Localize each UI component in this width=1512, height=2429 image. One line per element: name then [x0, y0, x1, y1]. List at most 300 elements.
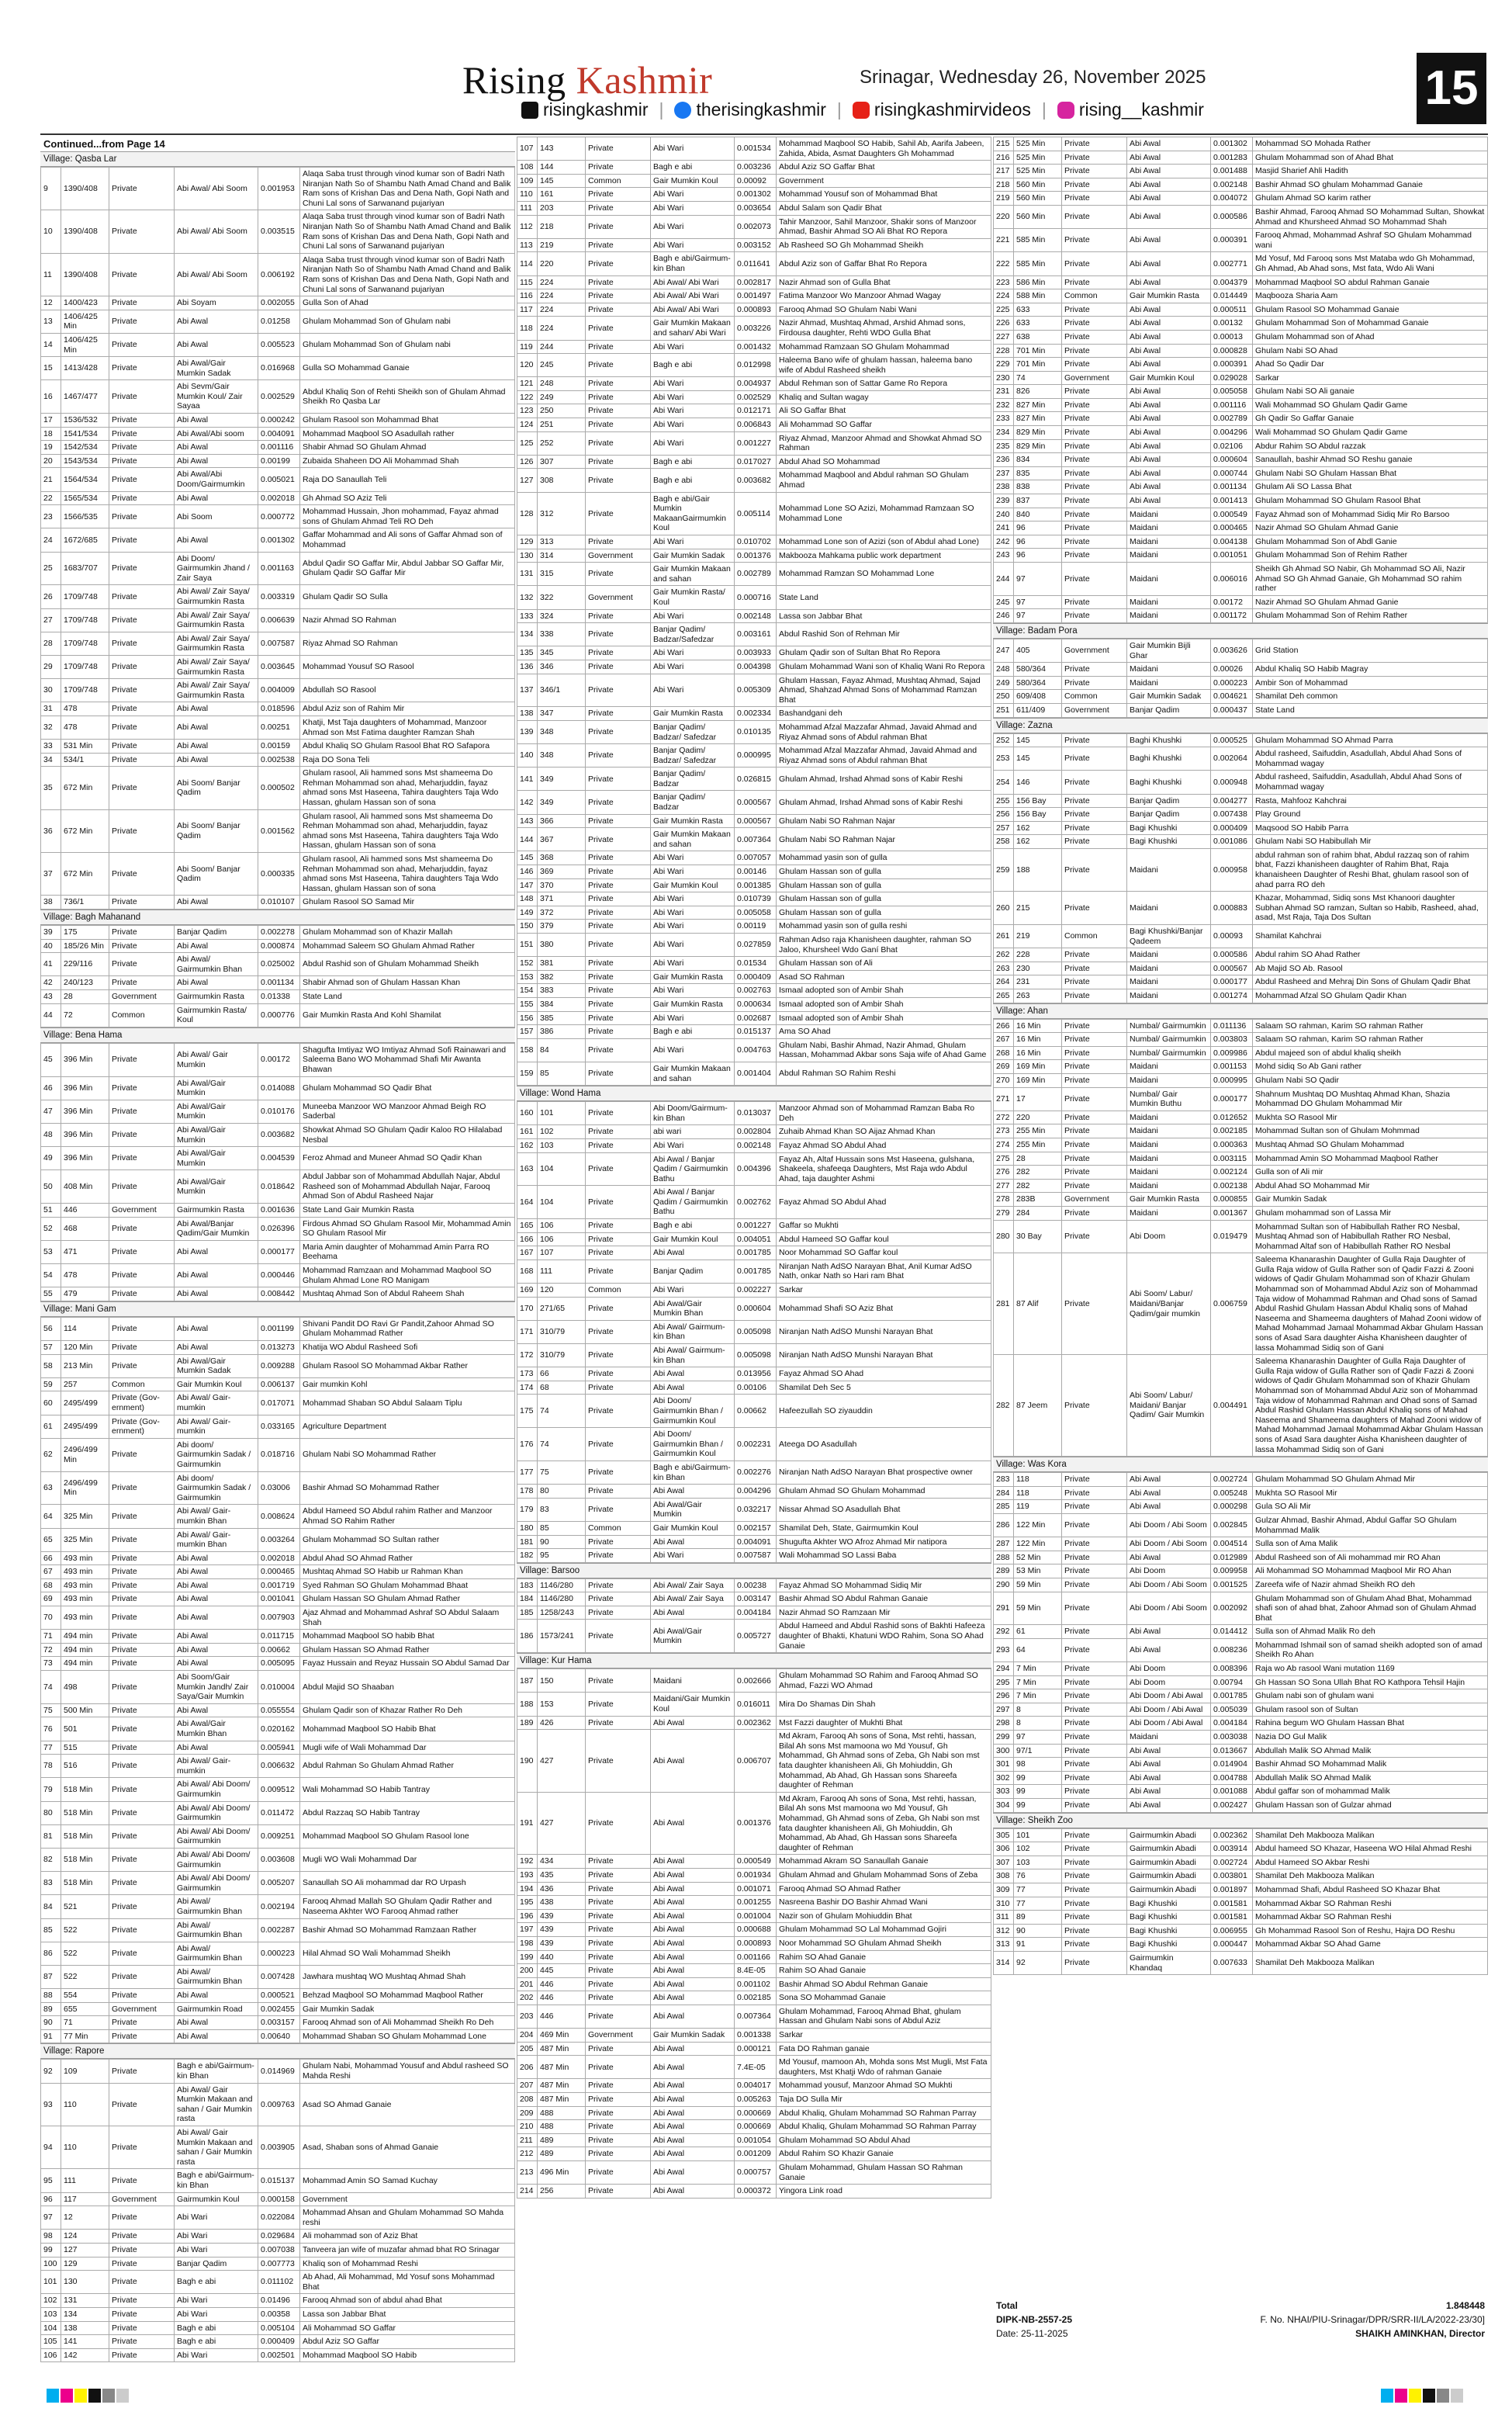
- table-row: [994, 1551, 1488, 1564]
- khasra-no: 307: [538, 455, 586, 469]
- serial-no: 182: [517, 1549, 538, 1563]
- header-rule: [40, 133, 1488, 135]
- serial-no: 174: [517, 1381, 538, 1395]
- serial-no: 199: [517, 1950, 538, 1964]
- khasra-no: 97: [1014, 563, 1062, 596]
- area-value: 0.000177: [1211, 975, 1253, 989]
- ownership-type: Private: [109, 767, 175, 809]
- serial-no: 65: [41, 1528, 61, 1551]
- owner-name: Ghulam Nabi SO Ghulam Hassan Bhat: [1253, 466, 1488, 480]
- table-row: [517, 1428, 991, 1461]
- table-row: [517, 1855, 991, 1869]
- land-class: Abi Doom / Abi Soom: [1127, 1537, 1211, 1551]
- ownership-type: Private: [586, 1320, 651, 1343]
- ownership-type: Private: [109, 1264, 175, 1287]
- area-value: 0.002276: [735, 1461, 777, 1484]
- land-class: Abi Awal/Gair Mumkin Bhan: [651, 1297, 735, 1320]
- land-class: Abi Awal/ Gairmumkin Bhan: [175, 953, 258, 976]
- area-value: 0.027859: [735, 934, 777, 957]
- khasra-no: 518 Min: [61, 1848, 109, 1871]
- owner-name: Khazar, Mohammad, Sidiq sons Mst Khanoori daughter Subhan Ahmad SO ramzan, Sultan so Habib, Rasheed, ahad, asad, Mst Raja, Taja Dos Sultan: [1253, 892, 1488, 925]
- owner-name: Tanveera jan wife of muzafar ahmad bhat RO Srinagar: [300, 2243, 515, 2257]
- table-row: [994, 1179, 1488, 1193]
- owner-name: Mukhta SO Rasool Mir: [1253, 1111, 1488, 1124]
- area-value: 0.007438: [1211, 808, 1253, 822]
- khasra-no: 638: [1014, 330, 1062, 344]
- khasra-no: 188: [1014, 848, 1062, 891]
- land-class: Abi Wari: [651, 340, 735, 354]
- khasra-no: 348: [538, 744, 586, 768]
- owner-name: Md Akram, Farooq Ah sons of Sona, Mst rehti, hassan, Bilal Ah sons Mst mamoona wo Md Yousuf, Gh Mohammad, Gh Ahmad sons of Zeba, Gh Nabi son mst fata daughter khanisheen Ali, Gh Mohiuddin, Gh Mohammad, Ab Ahad, Gh Hassan sons Shareefa daughter of Rehman: [777, 1792, 991, 1855]
- khasra-no: 131: [61, 2294, 109, 2308]
- area-value: 0.014449: [1211, 289, 1253, 303]
- ownership-type: Private: [1062, 1152, 1127, 1166]
- ownership-type: Private: [109, 2230, 175, 2244]
- land-class: Abi Awal: [651, 1246, 735, 1260]
- ownership-type: Private: [109, 896, 175, 910]
- village-heading: Village: Bena Hama: [40, 1027, 515, 1043]
- land-class: Abi Awal: [175, 1264, 258, 1287]
- serial-no: 84: [41, 1895, 61, 1918]
- youtube-icon: [853, 102, 870, 119]
- owner-name: Fayaz Hussain and Reyaz Hussain SO Abdul Samad Dar: [300, 1657, 515, 1671]
- table-row: [994, 848, 1488, 891]
- khasra-no: 103: [1014, 1856, 1062, 1869]
- serial-no: 160: [517, 1102, 538, 1125]
- area-value: 0.007364: [735, 828, 777, 851]
- khasra-no: 489: [538, 2133, 586, 2147]
- area-value: 0.005039: [1211, 1703, 1253, 1717]
- ownership-type: Private: [586, 1485, 651, 1499]
- table-row: [517, 1367, 991, 1381]
- table-row: [517, 469, 991, 492]
- table-row: [517, 2093, 991, 2107]
- ownership-type: Private: [1062, 1731, 1127, 1745]
- khasra-no: 53 Min: [1014, 1564, 1062, 1578]
- owner-name: Ghulam Hassan SO Ghulam Ahmad Rather: [300, 1592, 515, 1606]
- khasra-no: 282: [1014, 1179, 1062, 1193]
- owner-name: Abdul Khaliq, Ghulam Mohammad SO Rahman Parray: [777, 2106, 991, 2120]
- owner-name: Fata DO Rahman ganaie: [777, 2042, 991, 2056]
- owner-name: Abdul Majid SO Shaaban: [300, 1671, 515, 1704]
- land-class: Maidani: [1127, 1138, 1211, 1152]
- table-row: [41, 2192, 515, 2206]
- serial-no: 297: [994, 1703, 1014, 1717]
- serial-no: 248: [994, 663, 1014, 677]
- table-row: [41, 1438, 515, 1471]
- area-value: 0.000409: [258, 2335, 300, 2349]
- table-row: [994, 975, 1488, 989]
- area-value: 0.004138: [1211, 535, 1253, 549]
- owner-name: Ghulam Mohammad son of Khazir Mallah: [300, 926, 515, 940]
- table-row: [517, 563, 991, 586]
- table-row: [994, 962, 1488, 975]
- khasra-no: 85: [538, 1521, 586, 1535]
- serial-no: 88: [41, 1989, 61, 2003]
- land-class: Maidani: [1127, 676, 1211, 690]
- ownership-type: Private: [1062, 1689, 1127, 1703]
- area-value: 0.006016: [1211, 563, 1253, 596]
- land-class: Abi Awal: [175, 1741, 258, 1755]
- khasra-no: 609/408: [1014, 690, 1062, 704]
- khasra-no: 586 Min: [1014, 275, 1062, 289]
- owner-name: Ghulam Mohammad son of Ahad: [1253, 330, 1488, 344]
- owner-name: Nazir Ahmad son of Gulla Bhat: [777, 275, 991, 289]
- serial-no: 27: [41, 608, 61, 632]
- ownership-type: Private: [586, 1428, 651, 1461]
- owner-name: Niranjan Nath AdSO Narayan Bhat, Anil Kumar AdSO Nath, onkar Nath so Hari ram Bhat: [777, 1260, 991, 1283]
- owner-name: Ambir Son of Mohammad: [1253, 676, 1488, 690]
- owner-name: Abdul Qadir SO Gaffar Mir, Abdul Jabbar SO Gaffar Mir, Ghulam Qadir SO Gaffar Mir: [300, 552, 515, 585]
- area-value: 0.003147: [735, 1592, 777, 1606]
- khasra-no: 97: [1014, 609, 1062, 623]
- khasra-no: 144: [538, 161, 586, 175]
- khasra-no: 838: [1014, 480, 1062, 494]
- serial-no: 62: [41, 1438, 61, 1471]
- khasra-no: 263: [1014, 989, 1062, 1003]
- land-class: Abi Awal/ Zair Saya: [651, 1592, 735, 1606]
- owner-name: Mohammad Maqbool SO Habib Bhat: [300, 1717, 515, 1741]
- owner-name: Bashandgani deh: [777, 707, 991, 721]
- table-row: [41, 767, 515, 809]
- area-value: 0.001367: [1211, 1206, 1253, 1220]
- serial-no: 10: [41, 210, 61, 253]
- table-row: [41, 427, 515, 441]
- serial-no: 39: [41, 926, 61, 940]
- serial-no: 244: [994, 563, 1014, 596]
- ownership-type: Private: [109, 1287, 175, 1301]
- area-value: 0.007428: [258, 1965, 300, 1988]
- area-value: 0.004072: [1211, 192, 1253, 206]
- ownership-type: Private: [1062, 1111, 1127, 1124]
- serial-no: 86: [41, 1942, 61, 1965]
- land-class: Bagh e abi/Gairmum-kin Bhan: [175, 2060, 258, 2083]
- table-row: [517, 2120, 991, 2134]
- ownership-type: Private: [1062, 1206, 1127, 1220]
- serial-no: 293: [994, 1638, 1014, 1661]
- khasra-no: 68: [538, 1381, 586, 1395]
- area-value: 0.002231: [735, 1428, 777, 1461]
- ownership-type: Private: [586, 1186, 651, 1219]
- land-table: [993, 1472, 1488, 1812]
- khasra-no: 493 min: [61, 1551, 109, 1565]
- ownership-type: Private: [1062, 1758, 1127, 1772]
- land-class: Numbal/ Gairmumkin: [1127, 1046, 1211, 1060]
- serial-no: 302: [994, 1771, 1014, 1785]
- owner-name: Ab Majid SO Ab. Rasool: [1253, 962, 1488, 975]
- owner-name: Ateega DO Asadullah: [777, 1428, 991, 1461]
- land-table: [40, 1043, 515, 1301]
- table-row: [41, 1801, 515, 1824]
- ownership-type: Private (Gov-ernment): [109, 1391, 175, 1415]
- table-row: [517, 377, 991, 391]
- khasra-no: 349: [538, 768, 586, 791]
- serial-no: 118: [517, 317, 538, 340]
- owner-name: Lassa son Jabbar Bhat: [777, 609, 991, 623]
- serial-no: 64: [41, 1505, 61, 1528]
- table-row: [41, 1204, 515, 1218]
- ownership-type: Private: [586, 957, 651, 971]
- owner-name: Ghulam Nabi, Bashir Ahmad, Nazir Ahmad, Ghulam Hassan, Mohammad Akbar sons Saja wife of Ahad Game: [777, 1038, 991, 1062]
- serial-no: 272: [994, 1111, 1014, 1124]
- serial-no: 34: [41, 753, 61, 767]
- social-youtube: risingkashmirvideos: [853, 99, 1031, 120]
- land-class: Maidani: [1127, 1206, 1211, 1220]
- area-value: 0.018596: [258, 702, 300, 716]
- table-row: [517, 2042, 991, 2056]
- ownership-type: Private: [586, 303, 651, 317]
- khasra-no: 228: [1014, 948, 1062, 962]
- land-class: Abi Awal: [651, 2106, 735, 2120]
- area-value: 0.000567: [735, 791, 777, 814]
- land-class: Abi Doom / Abi Awal: [1127, 1703, 1211, 1717]
- area-value: 0.00640: [258, 2029, 300, 2043]
- owner-name: Behzad Maqbool SO Mohammad Maqbool Rather: [300, 1989, 515, 2003]
- owner-name: Ahad So Qadir Dar: [1253, 358, 1488, 372]
- serial-no: 185: [517, 1606, 538, 1620]
- ownership-type: Private: [586, 1011, 651, 1025]
- area-value: 0.002724: [1211, 1856, 1253, 1869]
- khasra-no: 1541/534: [61, 427, 109, 441]
- area-value: 0.009288: [258, 1354, 300, 1377]
- area-value: 0.000586: [1211, 948, 1253, 962]
- land-class: Bagi Khushki: [1127, 1897, 1211, 1911]
- ownership-type: Private: [1062, 1537, 1127, 1551]
- serial-no: 188: [517, 1693, 538, 1716]
- area-value: 0.000958: [1211, 848, 1253, 891]
- ownership-type: Common: [1062, 289, 1127, 303]
- area-value: 0.009958: [1211, 1564, 1253, 1578]
- ownership-type: Private: [1062, 1253, 1127, 1355]
- land-class: Abi Awal: [1127, 252, 1211, 275]
- area-value: 0.002687: [735, 1011, 777, 1025]
- area-value: 0.005098: [735, 1320, 777, 1343]
- area-value: 0.005114: [735, 492, 777, 535]
- serial-no: 89: [41, 2002, 61, 2016]
- khasra-no: 16 Min: [1014, 1019, 1062, 1033]
- ownership-type: Common: [1062, 690, 1127, 704]
- table-row: [994, 1883, 1488, 1897]
- table-row: [517, 2133, 991, 2147]
- land-table: [40, 1317, 515, 2044]
- serial-no: 257: [994, 821, 1014, 835]
- ownership-type: Private: [586, 275, 651, 289]
- area-value: 0.003933: [735, 646, 777, 660]
- ownership-type: Private: [1062, 549, 1127, 563]
- owner-name: Ghulam Ali SO Lassa Bhat: [1253, 480, 1488, 494]
- khasra-no: 91: [1014, 1938, 1062, 1952]
- khasra-no: 525 Min: [1014, 151, 1062, 165]
- khasra-no: 2496/499 Min: [61, 1471, 109, 1505]
- land-class: Bagh e abi: [651, 469, 735, 492]
- area-value: 0.001432: [735, 340, 777, 354]
- khasra-no: 446: [538, 1977, 586, 1991]
- area-value: 0.003226: [735, 317, 777, 340]
- land-class: Gairmumkin Abadi: [1127, 1828, 1211, 1842]
- land-class: Abi Awal/Gair Mumkin: [651, 1620, 735, 1653]
- ownership-type: Private: [109, 2335, 175, 2349]
- serial-no: 166: [517, 1232, 538, 1246]
- owner-name: Mohammad Lone son of Azizi (son of Abdul ahad Lone): [777, 535, 991, 549]
- page-number: 15: [1417, 53, 1486, 124]
- land-class: Abi Awal: [175, 716, 258, 739]
- area-value: 0.001302: [735, 188, 777, 202]
- area-value: 0.001054: [735, 2133, 777, 2147]
- serial-no: 278: [994, 1193, 1014, 1207]
- owner-name: Abdur Rahim SO Abdul razzak: [1253, 439, 1488, 453]
- ownership-type: Private: [1062, 1883, 1127, 1897]
- area-value: 0.000669: [735, 2106, 777, 2120]
- owner-name: Mohammad Maqbool and Abdul rahman SO Ghulam Ahmad: [777, 469, 991, 492]
- area-value: 0.000372: [735, 2185, 777, 2199]
- owner-name: Shabir Ahmad son of Ghulam Hassan Khan: [300, 976, 515, 990]
- owner-name: Ghulam Qadir SO Sulla: [300, 585, 515, 608]
- land-class: Abi Awal: [1127, 205, 1211, 228]
- serial-no: 139: [517, 720, 538, 743]
- serial-no: 83: [41, 1872, 61, 1895]
- land-class: Abi Awal: [175, 1317, 258, 1340]
- serial-no: 279: [994, 1206, 1014, 1220]
- khasra-no: 440: [538, 1950, 586, 1964]
- owner-name: Abdul Rahman SO Rahim Reshi: [777, 1062, 991, 1085]
- land-class: Gair Mumkin Makaan and sahan: [651, 1062, 735, 1085]
- table-row: [41, 1551, 515, 1565]
- serial-no: 74: [41, 1671, 61, 1704]
- table-row: [994, 1638, 1488, 1661]
- land-class: Abi Awal: [1127, 466, 1211, 480]
- serial-no: 287: [994, 1537, 1014, 1551]
- khasra-no: 122 Min: [1014, 1537, 1062, 1551]
- land-class: Gairmumkin Rasta: [175, 989, 258, 1003]
- land-class: Abi Awal: [175, 1592, 258, 1606]
- table-row: [517, 535, 991, 549]
- land-class: Abi Awal: [651, 2093, 735, 2107]
- color-bar-left: [47, 2389, 129, 2403]
- area-value: 0.007587: [258, 632, 300, 655]
- serial-no: 23: [41, 505, 61, 528]
- area-value: 0.007038: [258, 2243, 300, 2257]
- table-row: [41, 1505, 515, 1528]
- land-class: Abi Awal/ Gairmumkin Bhan: [175, 1918, 258, 1942]
- table-row: [517, 957, 991, 971]
- ownership-type: Private: [1062, 1073, 1127, 1087]
- table-row: [994, 1537, 1488, 1551]
- area-value: 0.004514: [1211, 1537, 1253, 1551]
- table-row: [41, 1592, 515, 1606]
- khasra-no: 701 Min: [1014, 344, 1062, 358]
- land-class: Abi Awal/ Gairmumkin Bhan: [175, 1965, 258, 1988]
- table-row: [994, 358, 1488, 372]
- land-class: Gairmumkin Abadi: [1127, 1883, 1211, 1897]
- land-class: Abi Wari: [651, 646, 735, 660]
- serial-no: 236: [994, 453, 1014, 467]
- khasra-no: 90: [538, 1535, 586, 1549]
- land-class: Abi Awal: [1127, 165, 1211, 178]
- owner-name: Shamilat Deh Makbooza Malikan: [1253, 1869, 1488, 1883]
- ownership-type: Private: [1062, 453, 1127, 467]
- area-value: 0.004091: [735, 1535, 777, 1549]
- khasra-no: 380: [538, 934, 586, 957]
- khasra-no: 446: [538, 2005, 586, 2028]
- land-class: Abi Awal/ Gair-mumkin: [175, 1415, 258, 1438]
- table-row: [994, 1060, 1488, 1074]
- khasra-no: 59 Min: [1014, 1592, 1062, 1625]
- land-class: Abi Awal/ Gairmum-kin Bhan: [651, 1344, 735, 1367]
- ownership-type: Private: [586, 1535, 651, 1549]
- ownership-type: Private: [586, 404, 651, 418]
- area-value: 0.002148: [735, 609, 777, 623]
- area-value: 0.007633: [1211, 1951, 1253, 1974]
- khasra-no: 493 min: [61, 1592, 109, 1606]
- column-3: [993, 137, 1488, 2294]
- land-class: Abi Awal: [651, 1977, 735, 1991]
- land-class: Abi Awal/ Zair Saya/ Gairmumkin Rasta: [175, 608, 258, 632]
- owner-name: Fayaz Ahmad son of Mohammad Sidiq Mir Ro Barsoo: [1253, 508, 1488, 521]
- table-row: [994, 1087, 1488, 1111]
- table-row: [41, 926, 515, 940]
- owner-name: Government: [777, 174, 991, 188]
- land-class: Abi Awal/Banjar Qadim/Gair Mumkin: [175, 1217, 258, 1240]
- owner-name: Jawhara mushtaq WO Mushtaq Ahmad Shah: [300, 1965, 515, 1988]
- table-row: [41, 380, 515, 414]
- owner-name: Sona SO Mohammad Ganaie: [777, 1991, 991, 2005]
- ownership-type: Private: [1062, 344, 1127, 358]
- owner-name: Gaffar Mohammad and Ali sons of Gaffar Ahmad son of Mohammad: [300, 528, 515, 552]
- ownership-type: Private: [1062, 771, 1127, 794]
- owner-name: Abdul Razzaq SO Habib Tantray: [300, 1801, 515, 1824]
- land-class: Abi Wari: [651, 674, 735, 707]
- khasra-no: 488: [538, 2120, 586, 2134]
- table-row: [517, 851, 991, 865]
- owner-name: Mugli WO Wali Mohammad Dar: [300, 1848, 515, 1871]
- land-class: Gair Mumkin Koul: [651, 878, 735, 892]
- area-value: 0.018642: [258, 1170, 300, 1204]
- table-row: [517, 768, 991, 791]
- table-row: [41, 2294, 515, 2308]
- land-class: Abi Awal: [651, 2133, 735, 2147]
- khasra-no: 161: [538, 188, 586, 202]
- owner-name: Showkat Ahmad SO Ghulam Qadir Kaloo RO Hilalabad Nesbal: [300, 1123, 515, 1146]
- land-class: Maidani: [1127, 1124, 1211, 1138]
- land-class: Gair Mumkin Makaan and sahan: [651, 563, 735, 586]
- owner-name: Mohammad yasin son of gulla: [777, 851, 991, 865]
- column-1: [40, 137, 515, 2379]
- ownership-type: Private: [109, 253, 175, 296]
- khasra-no: 469 Min: [538, 2029, 586, 2043]
- area-value: 0.000502: [258, 767, 300, 809]
- land-class: Bagh e abi: [651, 1219, 735, 1233]
- area-value: 0.00172: [258, 1043, 300, 1076]
- area-value: 0.011102: [258, 2271, 300, 2294]
- table-row: [41, 210, 515, 253]
- owner-name: Nazir Ahmad, Mushtaq Ahmad, Arshid Ahmad sons, Firdousa daughter, Rehti WDO Gulla Bhat: [777, 317, 991, 340]
- land-class: Abi Awal/Gair Mumkin Sadak: [175, 1354, 258, 1377]
- table-row: [41, 1895, 515, 1918]
- table-row: [994, 453, 1488, 467]
- area-value: 0.001116: [1211, 398, 1253, 412]
- serial-no: 51: [41, 1204, 61, 1218]
- area-value: 0.00358: [258, 2307, 300, 2321]
- land-class: Abi Soyam: [175, 296, 258, 310]
- table-row: [994, 1731, 1488, 1745]
- ownership-type: Private: [1062, 521, 1127, 535]
- khasra-no: 829 Min: [1014, 439, 1062, 453]
- area-value: 0.004296: [735, 1485, 777, 1499]
- owner-name: Mohammad Sultan son of Ghulam Mohmmad: [1253, 1124, 1488, 1138]
- table-row: [41, 357, 515, 380]
- ownership-type: Private: [586, 892, 651, 906]
- khasra-no: 118: [1014, 1473, 1062, 1487]
